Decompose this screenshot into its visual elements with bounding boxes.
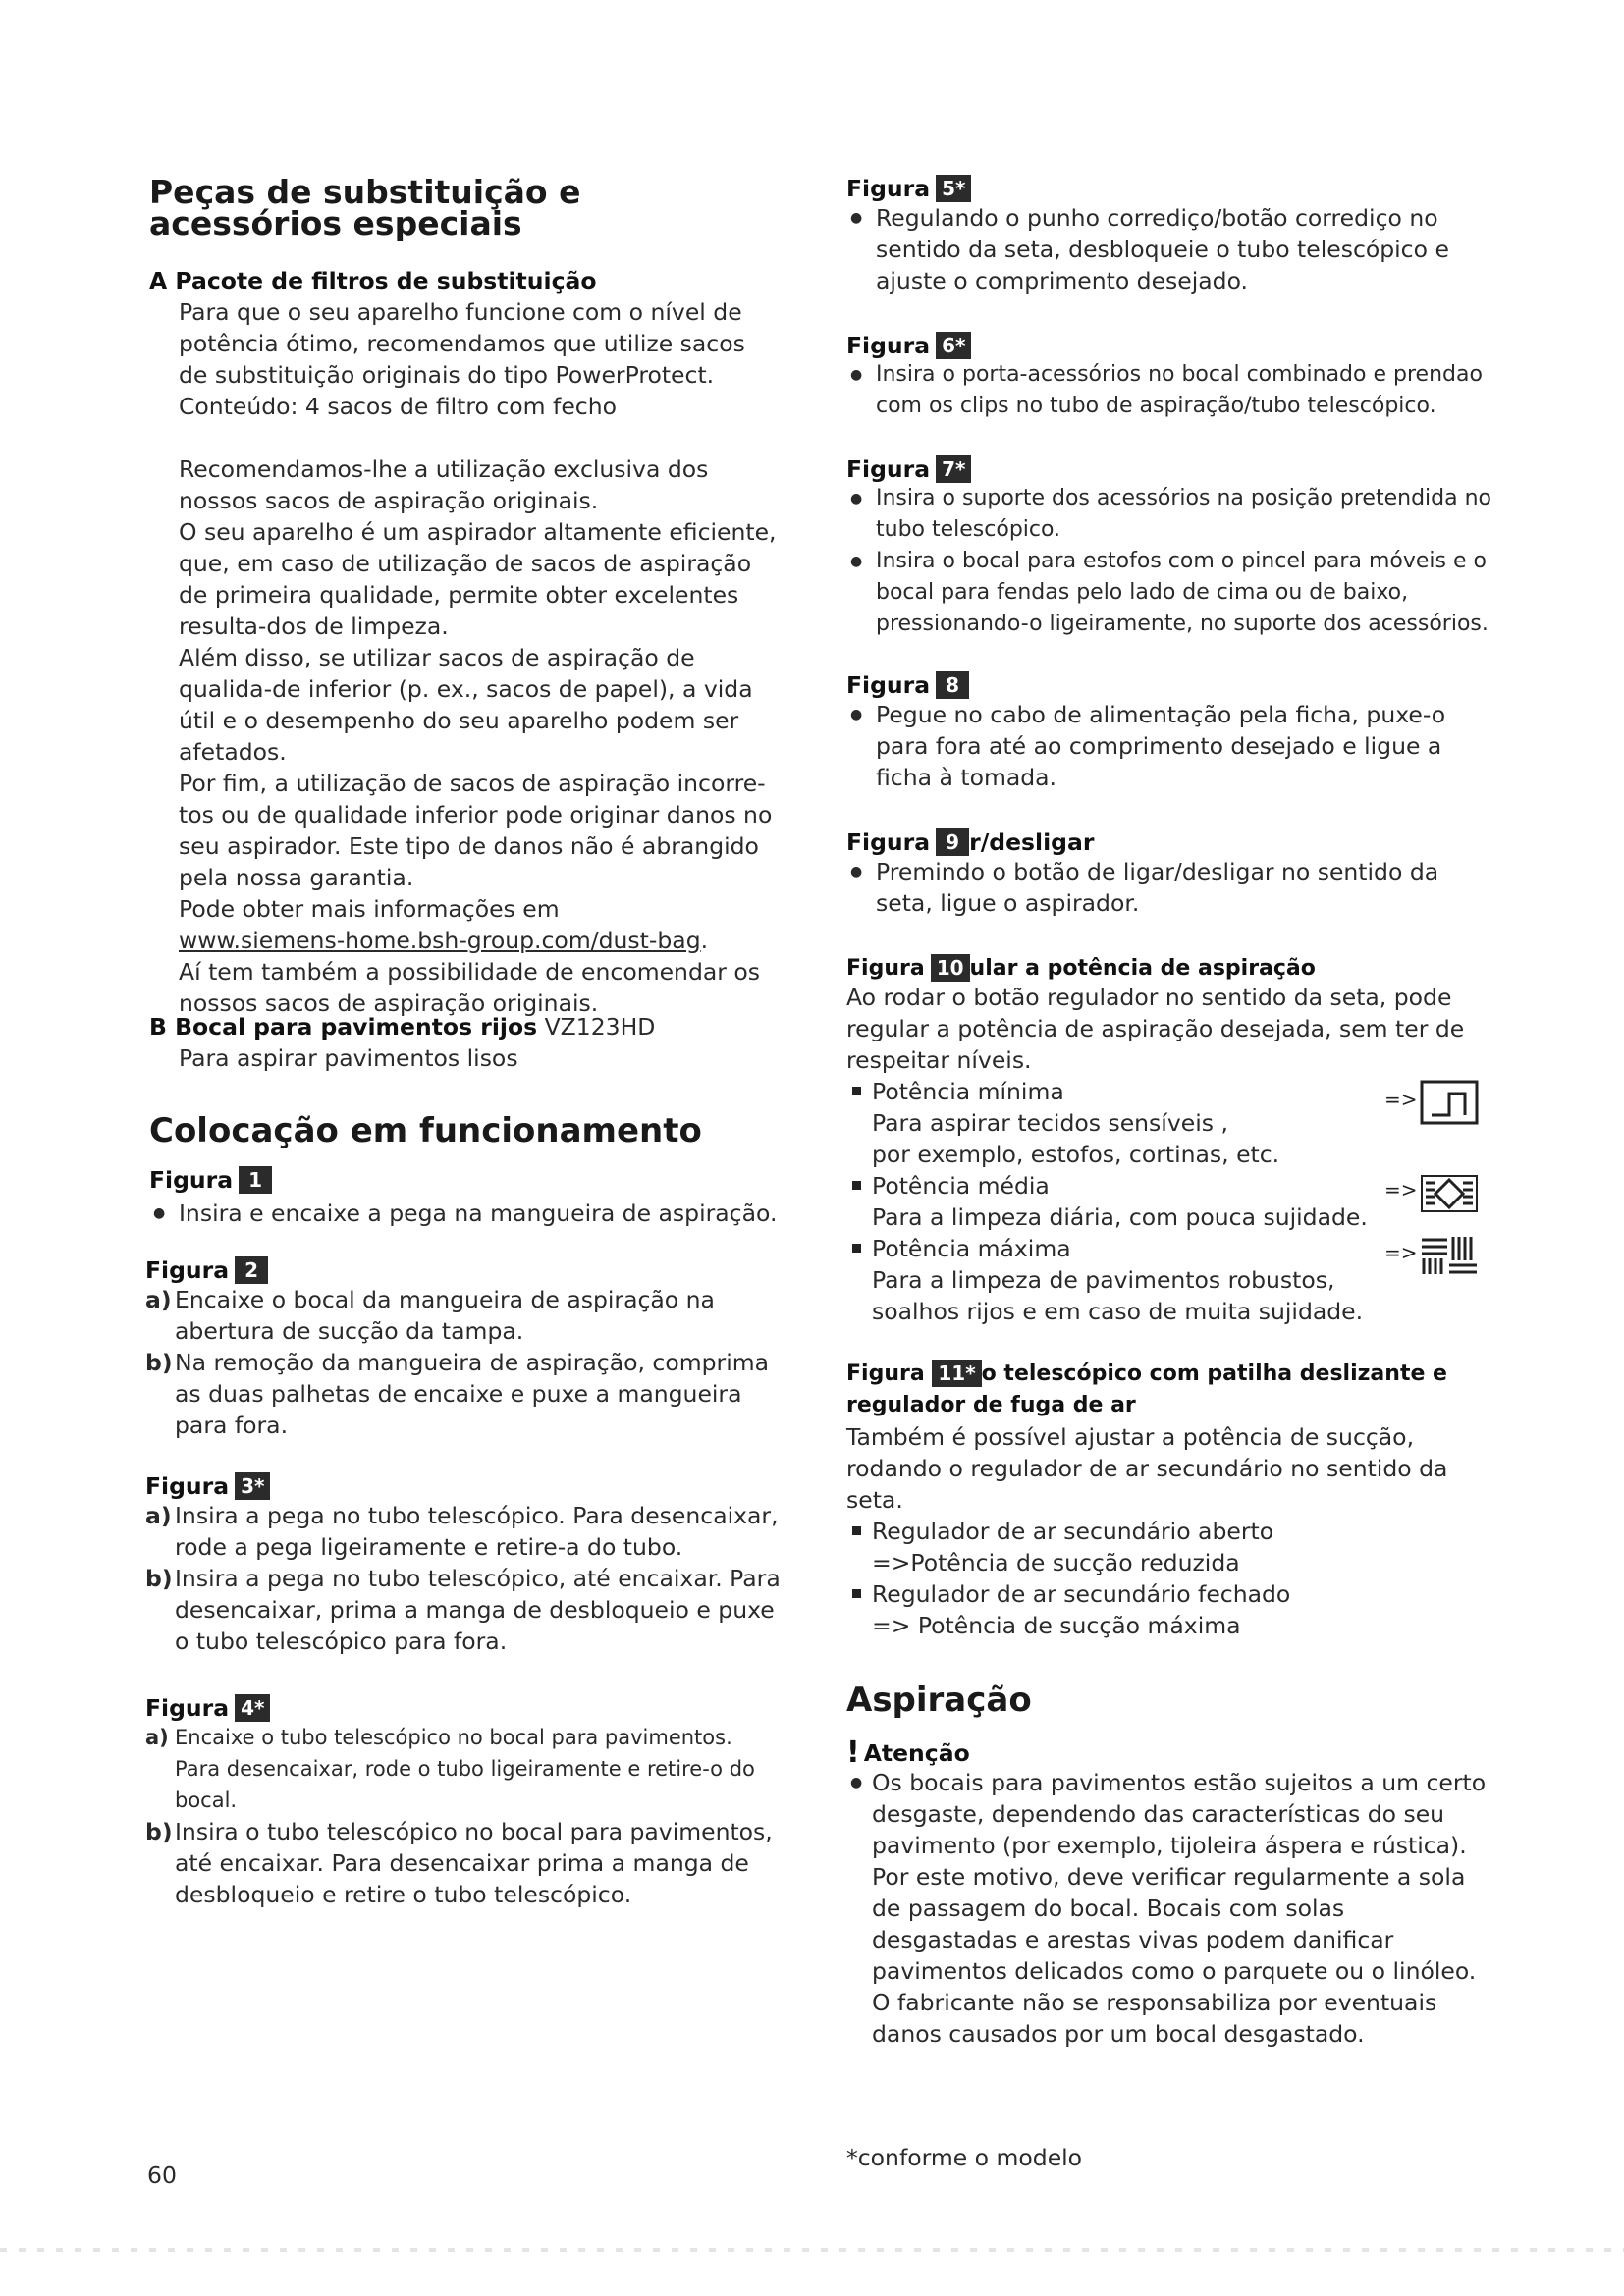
dust-bag-link[interactable]: www.siemens-home.bsh-group.com/dust-bag — [179, 927, 701, 954]
figure-3-block — [145, 1472, 784, 1657]
section-a-p3: O seu aparelho é um aspirador altamente eficiente, que, em caso de utilização de sacos de aspiração de primeira qualidade, permite obter excelentes resulta-dos de limpeza. — [179, 518, 777, 640]
power-max-icon — [1420, 1235, 1479, 1280]
power-min-desc-2: por exemplo, estofos, cortinas, etc. — [872, 1141, 1280, 1168]
section-a-p5: Por fim, a utilização de sacos de aspiração incorre-tos ou de qualidade inferior pode originar danos no seu aspirador. Este tipo de danos não é abrangido pela nossa garantia. — [179, 770, 773, 891]
figure-2-badge: 2 — [235, 1256, 268, 1284]
figure-2-b: Na remoção da mangueira de aspiração, comprima as duas palhetas de encaixe e puxe a mangueira para fora. — [175, 1349, 770, 1439]
figure-5-bullet: ● Regulando o punho corrediço/botão corrediço no sentido da seta, desbloqueie o tubo telescópico e ajuste o comprimento desejado. — [846, 202, 1494, 296]
figure-10-intro: Ao rodar o botão regulador no sentido da seta, pode regular a potência de aspiração desejada, sem ter de respeitar níveis. — [846, 984, 1465, 1074]
figure-10-label: Figura — [846, 955, 925, 981]
figure-5-label: Figura — [846, 175, 931, 202]
figure-6-badge: 6* — [936, 332, 971, 359]
power-med-label: Potência média — [846, 1170, 1494, 1201]
footnote: *conforme o modelo — [846, 2144, 1083, 2171]
figure-6-block — [846, 332, 1494, 422]
figure-9-badge: 9 — [936, 828, 969, 856]
figure-9-title: r/desligar — [969, 828, 1095, 856]
figure-9-bullet: ● Premindo o botão de ligar/desligar no sentido da seta, ligue o aspirador. — [846, 856, 1494, 919]
figure-7-label: Figura — [846, 455, 931, 483]
power-max-label: Potência máxima — [846, 1233, 1494, 1264]
figure-6-bullet: ● Insira o porta-acessórios no bocal combinado e prendao com os clips no tubo de aspiração/tubo telescópico. — [846, 359, 1494, 422]
figure-6-label: Figura — [846, 332, 931, 359]
figure-2-block — [145, 1256, 784, 1441]
air-regulator-closed-result: => Potência de sucção máxima — [872, 1612, 1241, 1639]
section-a-p1: Para que o seu aparelho funcione com o nível de potência ótimo, recomendamos que utilize sacos de substituição originais do tipo PowerProtect. — [179, 298, 745, 389]
figure-4-a-key: a) — [145, 1726, 169, 1749]
page-number: 60 — [147, 2162, 177, 2189]
attention-heading: Atenção — [863, 1739, 970, 1767]
section-title-vacuuming: Aspiração — [846, 1681, 1032, 1720]
figure-10-title: ular a potência de aspiração — [969, 955, 1316, 981]
power-min-label: Potência mínima — [846, 1076, 1494, 1107]
figure-7-bullet-1: ● Insira o suporte dos acessórios na posição pretendida no tubo telescópico. — [846, 483, 1494, 546]
figure-10-block — [846, 954, 1494, 1327]
figure-11-badge: 11* — [932, 1360, 981, 1387]
power-min-arrow: => — [1384, 1088, 1418, 1111]
figure-11-title: o telescópico com patilha deslizante e regulador de fuga de ar — [846, 1362, 1447, 1417]
figure-8-label: Figura — [846, 671, 931, 699]
figure-5-block — [846, 175, 1494, 296]
power-max-arrow: => — [1384, 1241, 1418, 1264]
figure-1-badge: 1 — [239, 1166, 272, 1194]
figure-7-bullet-2: ● Insira o bocal para estofos com o pincel para móveis e o bocal para fendas pelo lado de cima ou de baixo, pressionando-o ligeiramente, no suporte dos acessórios. — [846, 546, 1494, 640]
figure-4-badge: 4* — [235, 1694, 270, 1722]
figure-4-a: Encaixe o tubo telescópico no bocal para pavimentos. Para desencaixar, rode o tubo ligeiramente e retire-o do bocal. — [175, 1726, 755, 1812]
power-min-icon — [1420, 1080, 1479, 1129]
figure-5-badge: 5* — [936, 175, 971, 202]
figure-9-block — [846, 828, 1494, 919]
figure-3-label: Figura — [145, 1472, 230, 1500]
figure-8-bullet: ● Pegue no cabo de alimentação pela ficha, puxe-o para fora até ao comprimento desejado e ligue a ficha à tomada. — [846, 699, 1494, 793]
figure-9-label: Figura — [846, 828, 931, 856]
section-a-content: Conteúdo: 4 sacos de filtro com fecho — [179, 393, 617, 420]
power-med-desc: Para a limpeza diária, com pouca sujidade. — [872, 1203, 1368, 1231]
section-a-heading: A Pacote de filtros de substituição — [149, 267, 597, 294]
power-min-desc-1: Para aspirar tecidos sensíveis , — [872, 1109, 1228, 1137]
section-b — [149, 1011, 778, 1074]
section-b-heading: B Bocal para pavimentos rijos — [149, 1013, 538, 1041]
air-regulator-closed: Regulador de ar secundário fechado — [846, 1578, 1494, 1610]
figure-11-label: Figura — [846, 1362, 925, 1386]
figure-3-a: Insira a pega no tubo telescópico. Para desencaixar, rode a pega ligeiramente e retire-a do tubo. — [175, 1502, 779, 1561]
figure-3-b: Insira a pega no tubo telescópico, até encaixar. Para desencaixar, prima a manga de desbloqueio e puxe o tubo telescópico para fora. — [175, 1565, 781, 1655]
figure-1-block — [149, 1166, 778, 1229]
figure-3-badge: 3* — [235, 1472, 270, 1500]
figure-2-a-key: a) — [145, 1286, 172, 1313]
figure-2-label: Figura — [145, 1256, 230, 1284]
section-a-p2: Recomendamos-lhe a utilização exclusiva dos nossos sacos de aspiração originais. — [179, 455, 709, 514]
air-regulator-open: Regulador de ar secundário aberto — [846, 1516, 1494, 1547]
attention-text: ● Os bocais para pavimentos estão sujeitos a um certo desgaste, dependendo das características do seu pavimento (por exemplo, tijoleira áspera e rústica). Por este motivo, deve verificar regularmente a sola de passagem do bocal. Bocais com solas desgastadas e arestas vivas podem danificar pavimentos delicados como o parquete ou o linóleo. O fabricante não se responsabiliza por eventuais danos causados por um bocal desgastado. — [846, 1767, 1494, 2050]
section-a: A Pacote de filtros de substituição Para que o seu aparelho funcione com o nível de potência ótimo, recomendamos que utilize sacos de substituição originais do tipo PowerProtect. Conteúdo: 4 sacos de filtro com fecho Recomendamos-lhe a utilização exclusiva dos nossos sacos de aspiração originais. O seu aparelho é um aspirador altamente eficiente, que, em caso de utilização de sacos de aspiração de primeira qualidade, permite obter excelentes resulta-dos de limpeza. Além disso, se utilizar sacos de aspiração de qualida-de inferior (p. ex., sacos de papel), a vida útil e o desempenho do seu aparelho podem ser afetados. Por fim, a utilização de sacos de aspiração incorre-tos ou de qualidade inferior pode originar danos no seu aspirador. Este tipo de danos não é abrangido pela nossa garantia. Pode obter mais informações em www.siemens-home.bsh-group.com/dust-bag. Aí tem também a possibilidade de encomendar os nossos sacos de aspiração originais. — [149, 267, 777, 1017]
section-a-p7: Aí tem também a possibilidade de encomendar os nossos sacos de aspiração originais. — [179, 958, 761, 1017]
figure-3-a-key: a) — [145, 1502, 172, 1529]
figure-4-block — [145, 1694, 784, 1910]
figure-4-b: Insira o tubo telescópico no bocal para pavimentos, até encaixar. Para desencaixar prima a manga de desbloqueio e retire o tubo telescópico. — [175, 1818, 773, 1908]
power-med-arrow: => — [1384, 1178, 1418, 1201]
figure-11-block — [846, 1359, 1494, 1641]
section-b-model: VZ123HD — [544, 1013, 656, 1041]
figure-7-badge: 7* — [936, 455, 971, 483]
warning-icon: ! — [846, 1735, 860, 1770]
figure-11-intro: Também é possível ajustar a potência de sucção, rodando o regulador de ar secundário no sentido da seta. — [846, 1423, 1448, 1514]
section-title-spare-parts: Peças de substituição e acessórios especiais — [149, 173, 581, 242]
section-a-p6: Pode obter mais informações em — [179, 895, 560, 923]
figure-1-label: Figura — [149, 1166, 234, 1194]
figure-2-a: Encaixe o bocal da mangueira de aspiração na abertura de sucção da tampa. — [175, 1286, 715, 1345]
attention-block — [846, 1735, 1494, 2050]
figure-4-label: Figura — [145, 1694, 230, 1722]
figure-8-badge: 8 — [936, 671, 969, 699]
power-med-icon — [1420, 1174, 1479, 1217]
figure-10-badge: 10 — [931, 954, 970, 982]
figure-4-b-key: b) — [145, 1818, 173, 1845]
figure-3-b-key: b) — [145, 1565, 173, 1592]
power-max-desc: Para a limpeza de pavimentos robustos, soalhos rijos e em caso de muita sujidade. — [872, 1266, 1364, 1325]
figure-1-bullet: ● Insira e encaixe a pega na mangueira de aspiração. — [149, 1198, 778, 1229]
section-b-desc: Para aspirar pavimentos lisos — [179, 1044, 518, 1072]
air-regulator-open-result: =>Potência de sucção reduzida — [872, 1549, 1240, 1576]
section-a-p4: Além disso, se utilizar sacos de aspiração de qualida-de inferior (p. ex., sacos de papel), a vida útil e o desempenho do seu aparelho podem ser afetados. — [179, 644, 753, 766]
scan-edge-strip — [0, 2248, 1624, 2252]
figure-8-block — [846, 671, 1494, 793]
figure-7-block — [846, 455, 1494, 640]
figure-2-b-key: b) — [145, 1349, 173, 1376]
section-title-startup: Colocação em funcionamento — [149, 1111, 702, 1150]
